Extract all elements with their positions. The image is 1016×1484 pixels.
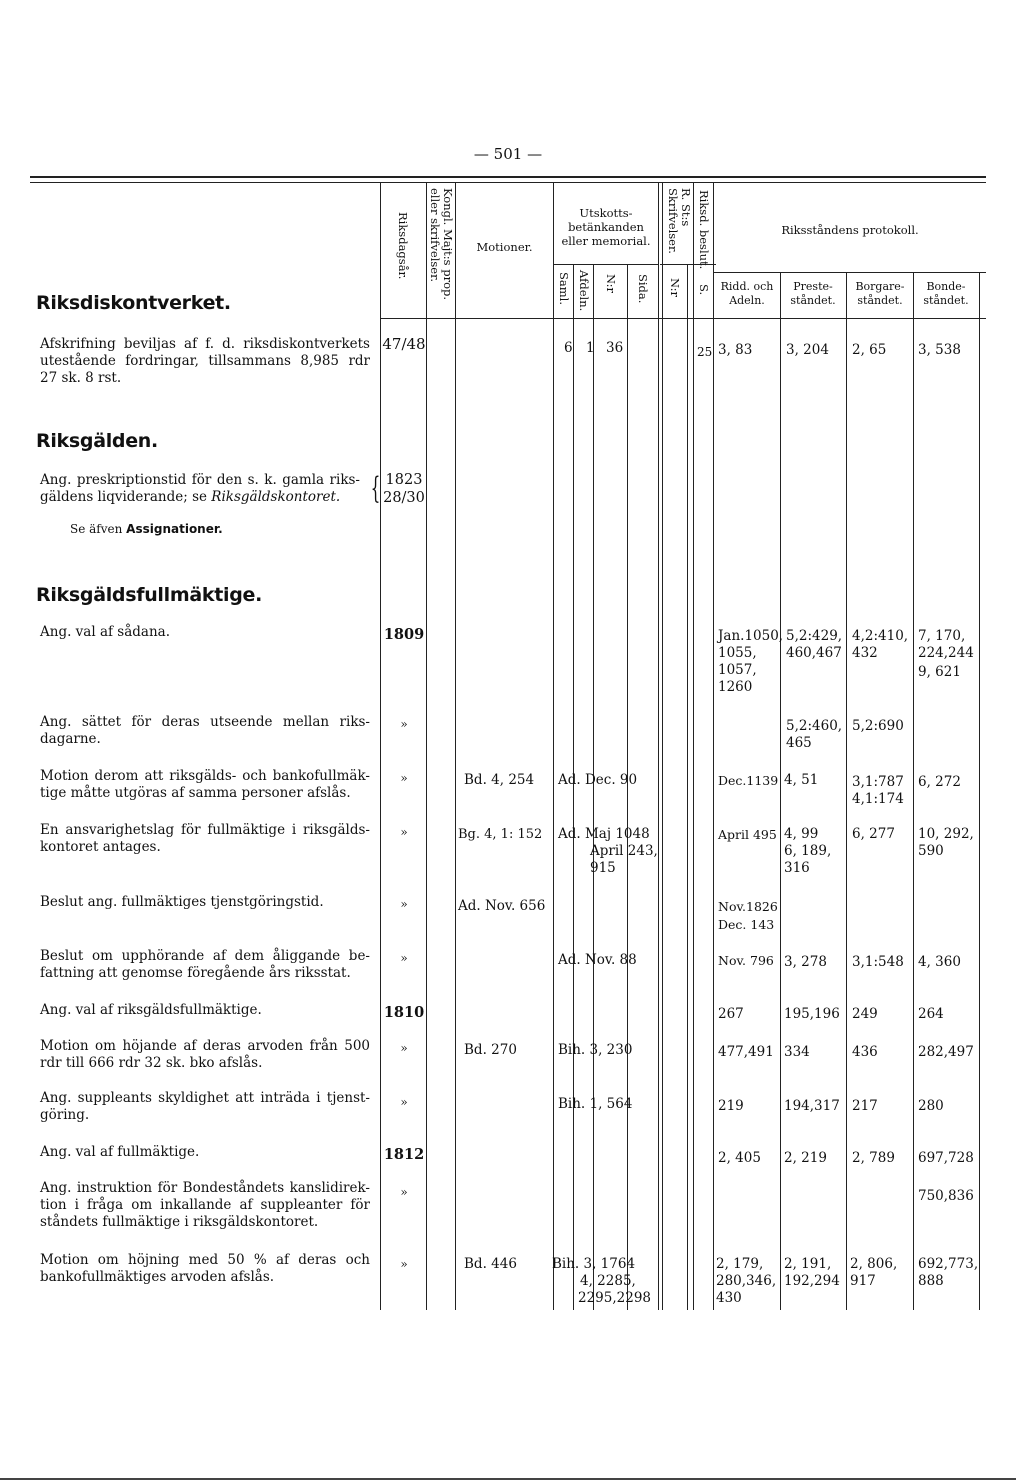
header-bonde: Bonde- ståndet. bbox=[923, 280, 969, 307]
cell-bonde: 888 bbox=[918, 1273, 944, 1289]
cell-borgare: 5,2:690 bbox=[852, 718, 904, 734]
cell-preste: 4, 51 bbox=[784, 772, 819, 788]
section-title: Riksgälden. bbox=[36, 430, 158, 452]
col-line bbox=[380, 182, 381, 1310]
entry-year: » bbox=[400, 951, 408, 965]
entry-year: » bbox=[400, 825, 408, 839]
col-line bbox=[662, 182, 663, 1310]
header-saml: Saml. bbox=[557, 272, 571, 305]
col-line bbox=[979, 272, 980, 1310]
cell-bonde: 590 bbox=[918, 843, 944, 859]
col-line bbox=[553, 182, 554, 1310]
entry-description: Motion om höjande af deras arvoden från 500 rdr till 666 rdr 32 sk. bko afslås. bbox=[40, 1038, 370, 1071]
cell-borgare: 4,2:410, 432 bbox=[852, 628, 909, 661]
entry-description: Ang. val af fullmäktige. bbox=[40, 1144, 200, 1160]
cell-ridd: Jan.1050, 1055, 1057, 1260 bbox=[718, 628, 784, 695]
entry-description: Afskrifning beviljas af f. d. riksdiskontverkets utestående fordringar, tillsammans 8,985 rdr 27 sk. 8 rst. bbox=[40, 336, 370, 386]
entry-year: 28/30 bbox=[383, 490, 425, 506]
cell-utskott: 2295,2298 bbox=[578, 1290, 652, 1306]
subheader-rule-protokoll bbox=[713, 272, 986, 273]
cell-motion: Ad. Nov. 656 bbox=[458, 898, 546, 914]
page-number: — 501 — bbox=[473, 145, 543, 163]
header-riksd-beslut: Riksd. beslut. bbox=[697, 190, 711, 270]
cell-borgare: 6, 277 bbox=[852, 826, 895, 842]
cell-ridd: 280,346, bbox=[716, 1273, 777, 1289]
entry-year: » bbox=[400, 1041, 408, 1055]
cell-bonde: 692,773, bbox=[918, 1256, 979, 1272]
header-bottom-rule bbox=[380, 318, 986, 319]
cell-ridd: Nov.1826 bbox=[718, 899, 778, 914]
cell-bonde: 3, 538 bbox=[918, 342, 961, 358]
cell-ridd: 430 bbox=[716, 1290, 742, 1306]
cell-preste: 192,294 bbox=[784, 1273, 840, 1289]
entry-year: » bbox=[400, 771, 408, 785]
section-title: Riksdiskontverket. bbox=[36, 292, 231, 314]
entry-description: Ang. preskriptionstid för den s. k. gamla riks- gäldens liqviderande; se Riksgäldskontoret. bbox=[40, 472, 360, 505]
top-rule-thin bbox=[30, 182, 986, 183]
entry-year: » bbox=[400, 1095, 408, 1109]
entry-year: 1810 bbox=[383, 1004, 425, 1021]
cell-bonde: 7, 170, 224,244 bbox=[918, 628, 974, 661]
entry-year: » bbox=[400, 1185, 408, 1199]
cell-utskott: 915 bbox=[590, 860, 616, 876]
col-line bbox=[713, 182, 714, 1310]
entry-year: 1823 bbox=[385, 472, 423, 488]
entry-year: 1812 bbox=[383, 1146, 425, 1163]
cell-borgare: 917 bbox=[850, 1273, 876, 1289]
header-sida: Sida. bbox=[636, 274, 650, 304]
cell-preste: 3, 204 bbox=[786, 342, 829, 358]
cell-ridd: 3, 83 bbox=[718, 342, 753, 358]
top-rule bbox=[30, 176, 986, 178]
header-rsts: R. St:s Skrifvelser. bbox=[666, 188, 693, 254]
cell-utskott: Bih. 1, 564 bbox=[558, 1096, 633, 1112]
cell-borgare: 2, 65 bbox=[852, 342, 887, 358]
cell-utskott: Ad. Dec. 90 bbox=[558, 772, 638, 788]
cell-ridd: 477,491 bbox=[718, 1044, 774, 1060]
entry-year: 1809 bbox=[383, 626, 425, 643]
cell-preste: 334 bbox=[784, 1044, 810, 1060]
header-protokoll: Riksståndens protokoll. bbox=[781, 223, 919, 237]
cell-preste: 194,317 bbox=[784, 1098, 840, 1114]
header-borgare: Borgare- ståndet. bbox=[855, 280, 905, 307]
cell-preste: 316 bbox=[784, 860, 810, 876]
brace-icon: { bbox=[370, 471, 381, 506]
cell-ridd: 267 bbox=[718, 1006, 744, 1022]
header-riksdagsar: Riksdagsår. bbox=[396, 212, 410, 280]
cell-utskott: Ad. Nov. 88 bbox=[558, 952, 637, 968]
cell-nr: 36 bbox=[606, 340, 624, 356]
col-line bbox=[846, 272, 847, 1310]
entry-year: » bbox=[400, 717, 408, 731]
cell-ridd: Dec.1139 bbox=[718, 773, 779, 788]
cell-borgare: 2, 789 bbox=[852, 1150, 895, 1166]
header-utskotts: Utskotts- betänkanden eller memorial. bbox=[561, 206, 651, 248]
header-afdeln: Afdeln. bbox=[577, 270, 591, 312]
col-line bbox=[426, 182, 427, 1310]
cell-borgare: 2, 806, bbox=[850, 1256, 898, 1272]
cell-preste: 5,2:460, 465 bbox=[786, 718, 843, 751]
cell-bonde: 280 bbox=[918, 1098, 944, 1114]
cell-preste: 4, 99 bbox=[784, 826, 819, 842]
cell-saml: 6 bbox=[564, 340, 573, 356]
entry-year: » bbox=[400, 1257, 408, 1271]
cell-ridd: 2, 405 bbox=[718, 1150, 761, 1166]
cell-bonde: 9, 621 bbox=[918, 664, 961, 680]
cell-utskott: Bih. 3, 230 bbox=[558, 1042, 633, 1058]
cell-bonde: 10, 292, bbox=[918, 826, 974, 842]
header-preste: Preste- ståndet. bbox=[790, 280, 836, 307]
col-line bbox=[780, 272, 781, 1310]
cell-ridd: Nov. 796 bbox=[718, 953, 774, 968]
cell-borgare: 4,1:174 bbox=[852, 791, 904, 807]
cross-reference: Riksgäldskontoret. bbox=[211, 489, 341, 505]
entry-year: » bbox=[400, 897, 408, 911]
section-title: Riksgäldsfullmäktige. bbox=[36, 584, 263, 606]
cell-preste: 5,2:429, 460,467 bbox=[786, 628, 843, 661]
cell-afdeln: 1 bbox=[586, 340, 595, 356]
cell-preste: 2, 219 bbox=[784, 1150, 827, 1166]
entry-description: Ang. val af sådana. bbox=[40, 624, 170, 640]
col-line bbox=[455, 182, 456, 1310]
entry-description: Beslut ang. fullmäktiges tjenstgöringstid. bbox=[40, 894, 324, 910]
header-s: S. bbox=[697, 284, 711, 296]
cell-motion: Bd. 4, 254 bbox=[464, 772, 535, 788]
cell-ridd: Dec. 143 bbox=[718, 917, 775, 932]
entry-description: En ansvarighetslag för fullmäktige i riksgälds- kontoret antages. bbox=[40, 822, 370, 855]
col-line bbox=[913, 272, 914, 1310]
header-ridd: Ridd. och Adeln. bbox=[720, 280, 774, 307]
cell-ridd: 2, 179, bbox=[716, 1256, 764, 1272]
cell-bonde: 6, 272 bbox=[918, 774, 961, 790]
cell-preste: 2, 191, bbox=[784, 1256, 832, 1272]
cell-bonde: 750,836 bbox=[918, 1188, 974, 1204]
header-motioner: Motioner. bbox=[476, 240, 533, 254]
cell-preste: 195,196 bbox=[784, 1006, 840, 1022]
entry-description: Ang. suppleants skyldighet att inträda i tjenst- göring. bbox=[40, 1090, 370, 1123]
entry-description: Ang. val af riksgäldsfullmäktige. bbox=[40, 1002, 262, 1018]
cell-bonde: 697,728 bbox=[918, 1150, 974, 1166]
entry-description: Ang. instruktion för Bondeståndets kanslidirek- tion i fråga om inkallande af suppleanter för ståndets fullmäktige i riksgäldskontoret. bbox=[40, 1180, 370, 1230]
see-also: Se äfven Assignationer. bbox=[70, 522, 223, 536]
entry-description: Motion derom att riksgälds- och bankofullmäk- tige måtte utgöras af samma personer afslås. bbox=[40, 768, 370, 801]
cell-utskott: Ad. Maj 1048 bbox=[558, 826, 650, 842]
cell-ridd: 219 bbox=[718, 1098, 744, 1114]
cell-motion: Bd. 446 bbox=[464, 1256, 517, 1272]
subheader-rule-utskott bbox=[553, 264, 658, 265]
col-line bbox=[658, 182, 659, 1310]
cell-preste: 6, 189, bbox=[784, 843, 832, 859]
col-line bbox=[687, 264, 688, 1310]
cell-borgare: 249 bbox=[852, 1006, 878, 1022]
cell-bonde: 264 bbox=[918, 1006, 944, 1022]
cell-ridd: April 495 bbox=[718, 827, 777, 842]
cell-s: 25 bbox=[697, 345, 713, 359]
entry-description: Motion om höjning med 50 % af deras och bankofullmäktiges arvoden afslås. bbox=[40, 1252, 370, 1285]
cell-preste: 3, 278 bbox=[784, 954, 827, 970]
entry-year: 47/48 bbox=[382, 335, 426, 353]
col-line bbox=[693, 182, 694, 1310]
bottom-edge bbox=[0, 1478, 1016, 1480]
header-nr2: N:r bbox=[668, 278, 682, 298]
cell-utskott: Bih. 3, 1764 bbox=[552, 1256, 636, 1272]
cell-bonde: 4, 360 bbox=[918, 954, 961, 970]
cell-borgare: 3,1:548 bbox=[852, 954, 904, 970]
cell-utskott: 4, 2285, bbox=[580, 1273, 636, 1289]
entry-description: Beslut om upphörande af dem åliggande be- fattning att genomse föregående års riksstat. bbox=[40, 948, 370, 981]
header-nr: N:r bbox=[604, 274, 618, 294]
cell-borgare: 3,1:787 bbox=[852, 774, 904, 790]
cell-motion: Bd. 270 bbox=[464, 1042, 517, 1058]
cell-borgare: 436 bbox=[852, 1044, 878, 1060]
cell-borgare: 217 bbox=[852, 1098, 878, 1114]
entry-description: Ang. sättet för deras utseende mellan riks- dagarne. bbox=[40, 714, 370, 747]
header-kongl: Kongl. Majt:s prop. eller skrifvelser. bbox=[428, 188, 455, 301]
cell-utskott: April 243, bbox=[590, 843, 658, 859]
cell-motion: Bg. 4, 1: 152 bbox=[458, 827, 543, 842]
cell-bonde: 282,497 bbox=[918, 1044, 974, 1060]
